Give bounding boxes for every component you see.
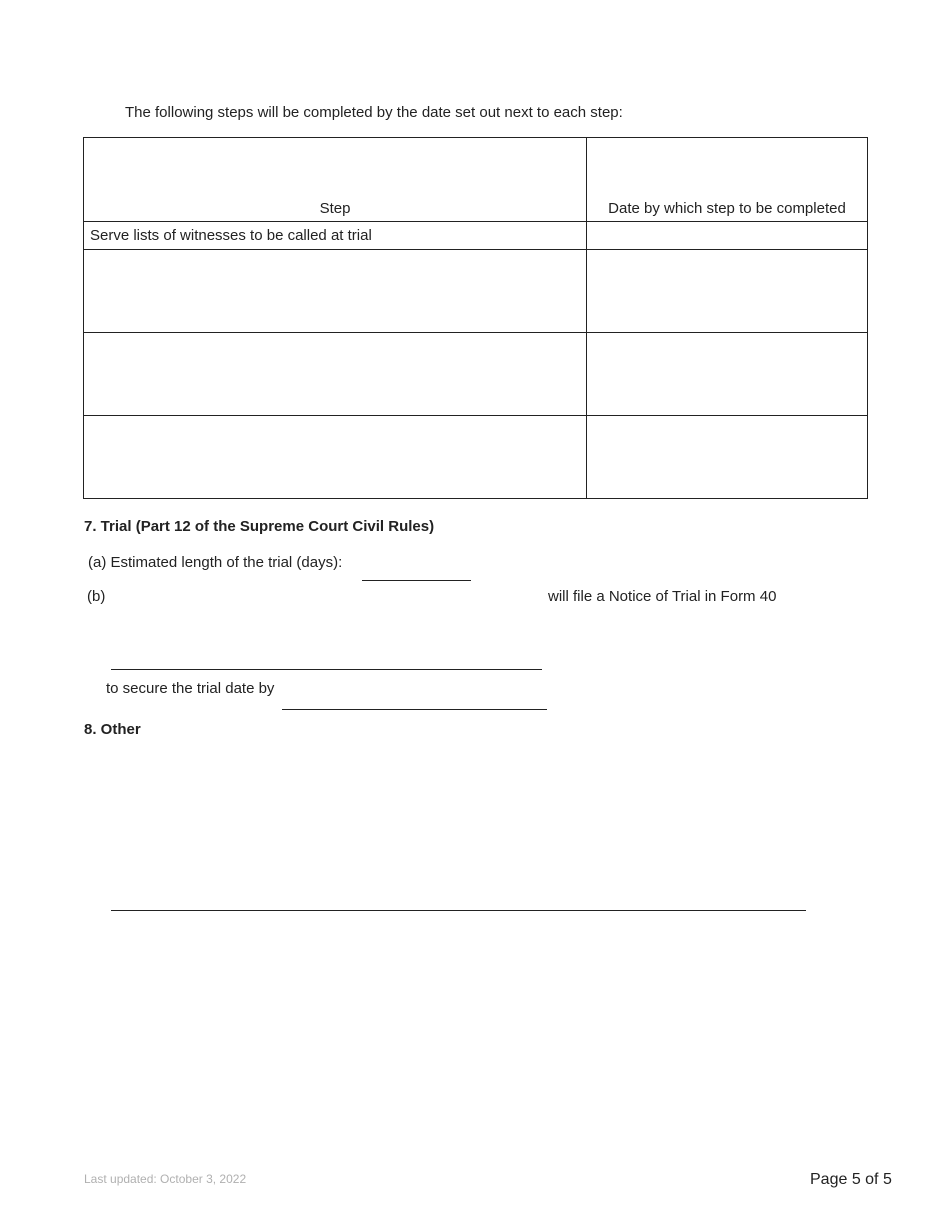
notice-of-trial-text: will file a Notice of Trial in Form 40: [548, 588, 777, 605]
trial-length-field[interactable]: [362, 562, 471, 581]
table-row: [84, 416, 868, 499]
trial-date-field[interactable]: [282, 690, 547, 710]
page-number: Page 5 of 5: [810, 1171, 892, 1188]
intro-text: The following steps will be completed by the date set out next to each step:: [125, 104, 623, 121]
date-column-header: Date by which step to be completed: [587, 138, 868, 222]
step-column-header: Step: [84, 138, 587, 222]
date-cell[interactable]: [587, 416, 868, 499]
other-heading: 8. Other: [84, 721, 141, 738]
last-updated-text: Last updated: October 3, 2022: [84, 1172, 247, 1186]
date-cell[interactable]: [587, 250, 868, 333]
step-cell[interactable]: [84, 416, 587, 499]
steps-table: [83, 137, 868, 499]
table-row: [84, 222, 868, 250]
trial-heading: 7. Trial (Part 12 of the Supreme Court Civil Rules): [84, 518, 435, 535]
step-cell[interactable]: Serve lists of witnesses to be called at trial: [84, 222, 587, 250]
other-field[interactable]: [111, 740, 806, 911]
trial-length-label: (a) Estimated length of the trial (days):: [88, 554, 343, 571]
step-cell[interactable]: [84, 333, 587, 416]
step-cell[interactable]: [84, 250, 587, 333]
trial-b-label: (b): [87, 588, 106, 605]
table-row: [84, 333, 868, 416]
date-cell[interactable]: [587, 333, 868, 416]
table-header-row: [84, 138, 868, 222]
party-name-field[interactable]: [111, 650, 542, 670]
table-row: [84, 250, 868, 333]
date-cell[interactable]: [587, 222, 868, 250]
secure-trial-date-label: to secure the trial date by: [106, 680, 275, 697]
